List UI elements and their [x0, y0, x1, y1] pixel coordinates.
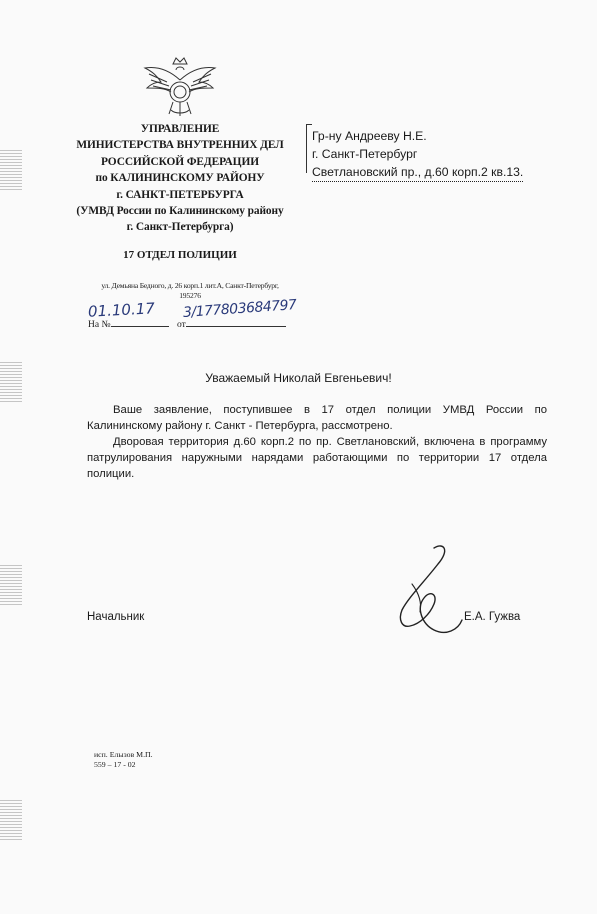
executor-info	[94, 750, 153, 770]
body-paragraph: Ваше заявление, поступившее в 17 отдел полиции УМВД России по Калининскому району г. Санкт - Петербурга, рассмотрено.	[87, 404, 547, 432]
reference-label: от	[177, 320, 186, 330]
reference-number-field	[88, 317, 169, 330]
reference-label: На №	[88, 320, 111, 330]
recipient-address: Светлановский пр., д.60 корп.2 кв.13.	[312, 163, 523, 182]
greeting: Уважаемый Николай Евгеньевич!	[205, 371, 392, 385]
letterhead	[60, 121, 300, 236]
letterhead-line: УПРАВЛЕНИЕ	[140, 123, 220, 135]
recipient-city: г. Санкт-Петербург	[312, 147, 418, 161]
body-paragraph: Дворовая территория д.60 корп.2 по пр. Светлановский, включена в программу патрулирования наружными нарядами работающими по территории 17 отдела полиции.	[87, 436, 547, 480]
scan-artifact	[0, 800, 22, 840]
handwritten-number: 3/177803684797	[182, 297, 297, 321]
letterhead-line: г. САНКТ-ПЕТЕРБУРГА	[116, 188, 244, 201]
letterhead-line: по КАЛИНИНСКОМУ РАЙОНУ	[95, 172, 265, 185]
handwritten-signature	[372, 540, 482, 650]
letterhead-line: МИНИСТЕРСТВА ВНУТРЕННИХ ДЕЛ	[76, 139, 284, 152]
letter-body	[87, 402, 547, 482]
signatory-name: Е.А. Гужва	[464, 611, 521, 623]
eagle-emblem-icon	[143, 52, 217, 122]
reference-date-field	[177, 317, 286, 330]
executor-name: исп. Елызов М.П.	[94, 750, 153, 759]
address-line: ул. Демьяна Бедного, д. 26 корп.1 лит.А, Санкт-Петербург,	[101, 281, 279, 290]
address-postcode: 195276	[179, 291, 201, 300]
recipient-name: Гр-ну Андрееву Н.Е.	[312, 129, 427, 143]
handwritten-date: 01.10.17	[87, 299, 156, 321]
scan-artifact	[0, 150, 22, 190]
executor-phone: 559 – 17 - 02	[94, 760, 136, 769]
scan-artifact	[0, 565, 22, 605]
department-title: 17 ОТДЕЛ ПОЛИЦИИ	[123, 249, 237, 261]
signatory-title: Начальник	[87, 611, 145, 623]
letterhead-line: г. Санкт-Петербурга)	[126, 221, 234, 234]
letterhead-line: (УМВД России по Калининскому району	[76, 205, 284, 218]
letterhead-line: РОССИЙСКОЙ ФЕДЕРАЦИИ	[101, 155, 259, 168]
recipient-block	[312, 127, 523, 182]
department-address	[90, 281, 290, 301]
